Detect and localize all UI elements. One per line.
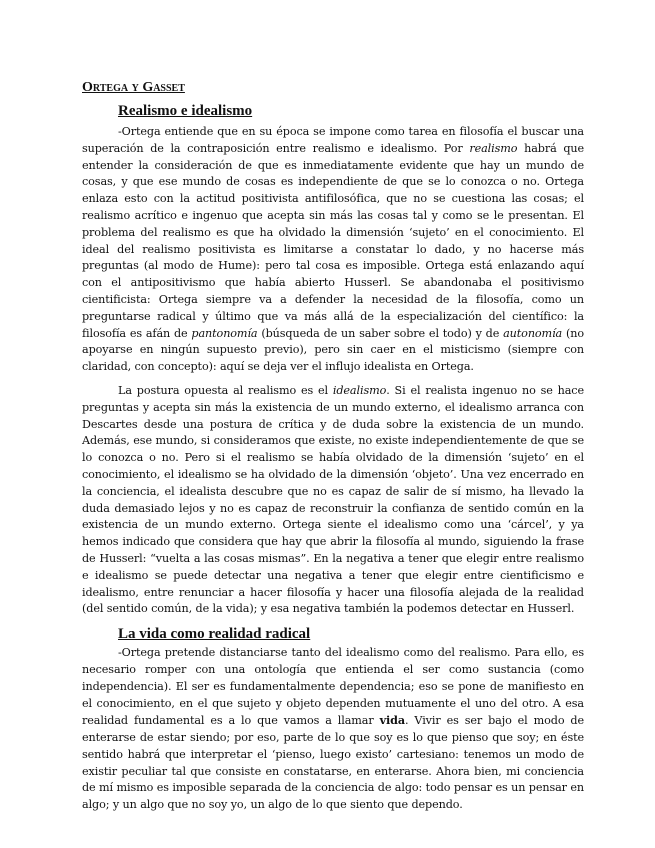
italic-term-autonomia: autonomía	[503, 326, 563, 340]
paragraph: La postura opuesta al realismo es el idealismo. Si el realista ingenuo no se hace preguntas y acepta sin más la existencia de un mundo externo, el idealismo arranca con Descartes desde una postura de crítica y de duda sobre la existencia de un mundo. Además, ese mundo, si consideramos que existe, no existe independientemente de que se lo conozca o no. Pero si el realismo se había olvidado de la dimensión ‘sujeto’ en el conocimiento, el idealismo se ha olvidado de la dimensión ‘objeto’. Una vez encerrado en la conciencia, el idealista descubre que no es capaz de salir de sí mismo, ha llevado la duda demasiado lejos y no es capaz de reconstruir la confianza de sentido común en la existencia de un mundo externo. Ortega siente el idealismo como una ‘cárcel’, y ya hemos indicado que considera que hay que abrir la filosofía al mundo, siguiendo la frase de Husserl: “vuelta a las cosas mismas”. En la negativa a tener que elegir entre realismo e idealismo se puede detectar una negativa a tener que elegir entre cientificismo e idealismo, entre renunciar a hacer filosofía y hacer una filosofía alejada de la realidad (del sentido común, de la vida); y esa negativa también la podemos detectar en Husserl.	[82, 383, 584, 616]
section-title-realismo-idealismo: Realismo e idealismo	[118, 103, 253, 119]
section-title-vida-realidad-radical: La vida como realidad radical	[118, 626, 311, 643]
author-heading: Ortega y Gasset	[82, 80, 185, 95]
italic-term-realismo: realismo	[469, 141, 518, 155]
paragraph: -Ortega entiende que en su época se impone como tarea en filosofía el buscar una superación de la contraposición entre realismo e idealismo. Por realismo habrá que entender la consideración de que es inmediatamente evidente que hay un mundo de cosas, y que ese mundo de cosas es independiente de que se lo conozca o no. Ortega enlaza esto con la actitud positivista antifilosófica, que no se cuestiona las cosas; el realismo acrítico e ingenuo que acepta sin más las cosas tal y como se le presentan. El problema del realismo es que ha olvidado la dimensión ‘sujeto’ en el conocimiento. El ideal del realismo positivista es limitarse a constatar lo dado, y no hacerse más preguntas (al modo de Hume): pero tal cosa es imposible. Ortega está enlazando aquí con el antipositivismo que había abierto Husserl. Se abandonaba el positivismo cientificista: Ortega siempre va a defender la necesidad de la filosofía, como un preguntarse radical y último que va más allá de la especialización del científico: la filosofía es afán de pantonomía (búsqueda de un saber sobre el todo) y de autonomía (no apoyarse en ningún supuesto previo), pero sin caer en el misticismo (siempre con claridad, con concepto): aquí se deja ver el influjo idealista en Ortega.	[82, 125, 585, 374]
italic-term-idealismo: idealismo	[332, 383, 387, 397]
italic-term-pantonomia: pantonomía	[191, 326, 258, 340]
paragraph: -Ortega pretende distanciarse tanto del idealismo como del realismo. Para ello, es necesario romper con una ontología que entienda el ser como sustancia (como independencia). El ser es fundamentalmente dependencia; eso se pone de manifiesto en el conocimiento, en el que sujeto y objeto dependen mutuamente el uno del otro. A esa realidad fundamental es a lo que vamos a llamar vida. Vivir es ser bajo el modo de enterarse de estar siendo; por eso, parte de lo que soy es lo que pienso que soy; en éste sentido habrá que interpretar el ‘pienso, luego existo’ cartesiano: tenemos un modo de existir peculiar tal que consiste en constatarse, en enterarse. Ahora bien, mi conciencia de mí mismo es imposible separada de la conciencia de algo: todo pensar es un pensar en algo; y un algo que no soy yo, un algo de lo que siento que dependo.	[82, 646, 584, 812]
bold-term-vida: vida	[379, 713, 406, 728]
